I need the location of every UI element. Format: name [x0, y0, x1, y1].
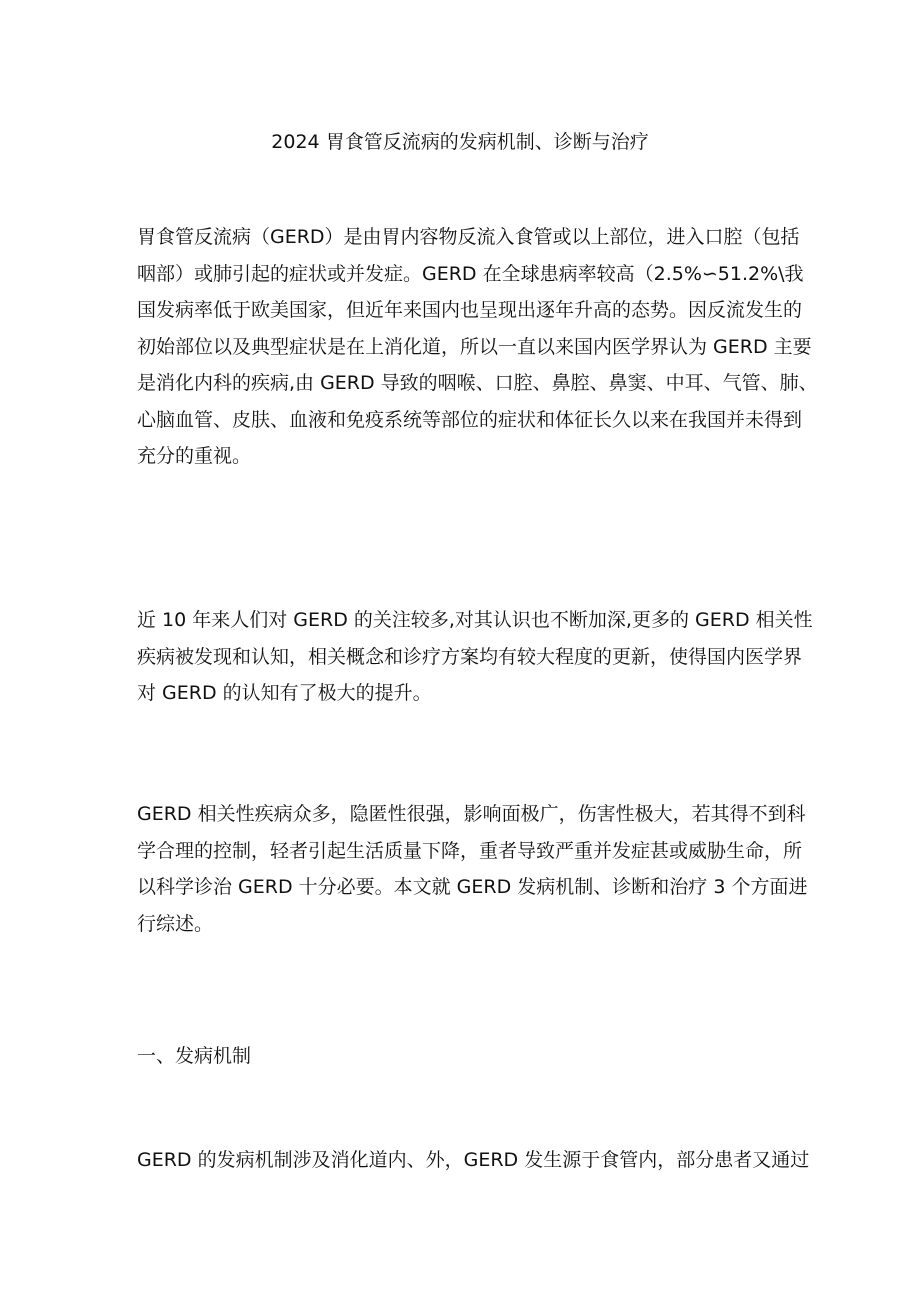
paragraph-line: GERD 的发病机制涉及消化道内、外，GERD 发生源于食管内，部分患者又通过: [137, 1149, 810, 1171]
paragraph-line: 是消化内科的疾病,由 GERD 导致的咽喉、口腔、鼻腔、鼻窦、中耳、气管、肺、: [137, 372, 818, 394]
paragraph-line: 国发病率低于欧美国家，但近年来国内也呈现出逐年升高的态势。因反流发生的: [137, 299, 803, 321]
paragraph-related-diseases: [137, 796, 808, 942]
paragraph-line: 学合理的控制，轻者引起生活质量下降，重者导致严重并发症甚或威胁生命，所: [137, 839, 803, 862]
paragraph-pathogenesis: [137, 1142, 810, 1179]
paragraph-line: 心脑血管、皮肤、血液和免疫系统等部位的症状和体征长久以来在我国并未得到: [137, 408, 803, 431]
paragraph-line: GERD 相关性疾病众多，隐匿性很强，影响面极广，伤害性极大，若其得不到科: [137, 803, 806, 825]
paragraph-line: 充分的重视。: [137, 445, 252, 467]
paragraph-recent-decade: [137, 602, 813, 712]
paragraph-line: 近 10 年来人们对 GERD 的关注较多,对其认识也不断加深,更多的 GERD 相关性: [137, 609, 813, 631]
paragraph-line: 胃食管反流病（GERD）是由胃内容物反流入食管或以上部位，进入口腔（包括: [137, 226, 800, 248]
paragraph-line: 初始部位以及典型症状是在上消化道，所以一直以来国内医学界认为 GERD 主要: [137, 335, 812, 358]
paragraph-line: 行综述。: [137, 912, 214, 935]
document-title: 2024 胃食管反流病的发病机制、诊断与治疗: [271, 131, 649, 153]
paragraph-line: 疾病被发现和认知，相关概念和诊疗方案均有较大程度的更新，使得国内医学界: [137, 645, 803, 668]
paragraph-line: 对 GERD 的认知有了极大的提升。: [137, 682, 432, 704]
paragraph-line: 咽部）或肺引起的症状或并发症。GERD 在全球患病率较高（2.5%∽51.2%\我: [137, 262, 804, 285]
section-heading-pathogenesis: 一、发病机制: [137, 1045, 252, 1067]
paragraph-intro: [137, 219, 818, 475]
paragraph-line: 以科学诊治 GERD 十分必要。本文就 GERD 发病机制、诊断和治疗 3 个方面进: [137, 876, 808, 898]
